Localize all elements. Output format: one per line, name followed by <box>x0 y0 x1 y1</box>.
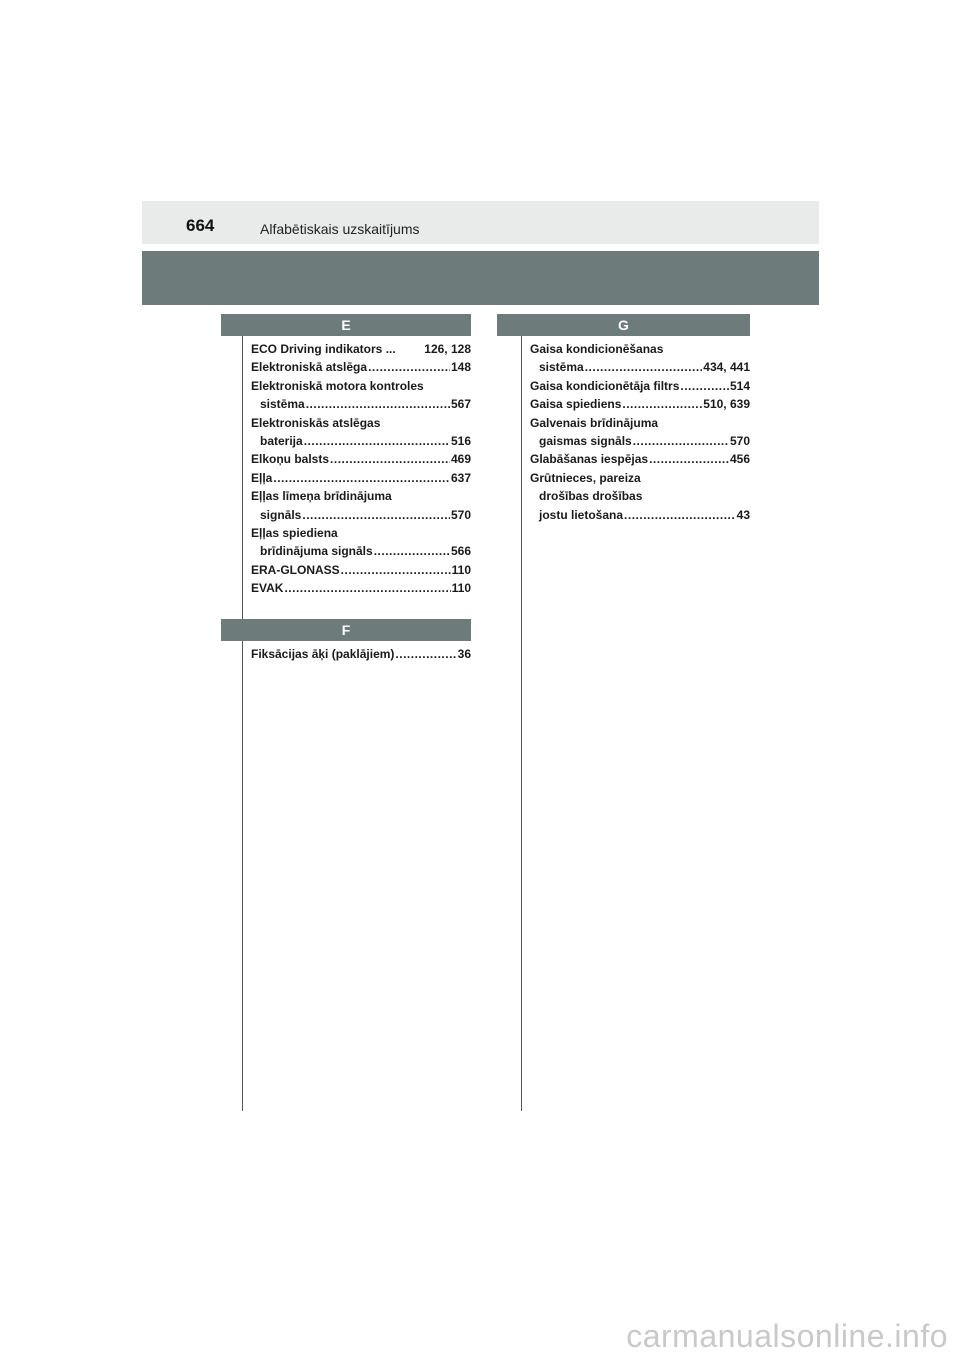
right-column-rule <box>521 335 522 1111</box>
index-entry: Grūtnieces, pareiza <box>530 470 641 485</box>
index-entry: Galvenais brīdinājuma <box>530 415 659 430</box>
watermark: carmanualsonline.info <box>626 1318 948 1354</box>
index-entry: Eļļas līmeņa brīdinājuma <box>251 489 392 504</box>
index-entry-continued[interactable]: jostu lietošana ..... 43 <box>530 506 750 524</box>
index-entry[interactable]: EVAK ..... 110 <box>251 579 471 597</box>
index-entry-continued: drošības drošības <box>539 489 643 504</box>
index-entry[interactable]: Gaisa spiediens ..... 510, 639 <box>530 395 750 413</box>
index-entry[interactable]: Eļļa ..... 637 <box>251 469 471 487</box>
section-header-f: F <box>221 619 471 641</box>
section-g-entries <box>530 340 750 524</box>
index-entry-continued[interactable]: gaismas signāls ..... 570 <box>530 432 750 450</box>
section-e-entries <box>251 340 471 597</box>
left-column-rule <box>242 335 243 1111</box>
index-entry-continued[interactable]: sistēma ..... 434, 441 <box>530 358 750 376</box>
index-entry-continued[interactable]: signāls ..... 570 <box>251 506 471 524</box>
index-entry-continued[interactable]: baterija ..... 516 <box>251 432 471 450</box>
index-entry-continued[interactable]: brīdinājuma signāls ..... 566 <box>251 542 471 560</box>
page-title: Alfabētiskais uzskaitījums <box>260 221 420 237</box>
index-entry[interactable]: Elkoņu balsts ..... 469 <box>251 450 471 468</box>
section-header-e: E <box>221 314 471 336</box>
index-entry[interactable]: Gaisa kondicionētāja filtrs ..... 514 <box>530 377 750 395</box>
section-f-entries <box>251 645 471 663</box>
header-bar <box>142 201 819 244</box>
index-entry: Elektroniskā motora kontroles <box>251 378 424 393</box>
index-entry[interactable]: ECO Driving indikators ... 126, 128 <box>251 342 471 356</box>
header-band <box>142 251 819 305</box>
index-entry-continued[interactable]: sistēma ..... 567 <box>251 395 471 413</box>
index-entry: Elektroniskās atslēgas <box>251 415 381 430</box>
page-number: 664 <box>186 216 215 235</box>
index-entry[interactable]: Fiksācijas āķi (paklājiem) ..... 36 <box>251 645 471 663</box>
index-entry[interactable]: ERA-GLONASS ..... 110 <box>251 561 471 579</box>
index-entry[interactable]: Elektroniskā atslēga ..... 148 <box>251 358 471 376</box>
index-entry: Eļļas spiediena <box>251 525 338 540</box>
section-header-g: G <box>497 314 750 336</box>
index-entry: Gaisa kondicionēšanas <box>530 342 664 356</box>
index-entry[interactable]: Glabāšanas iespējas ..... 456 <box>530 450 750 468</box>
